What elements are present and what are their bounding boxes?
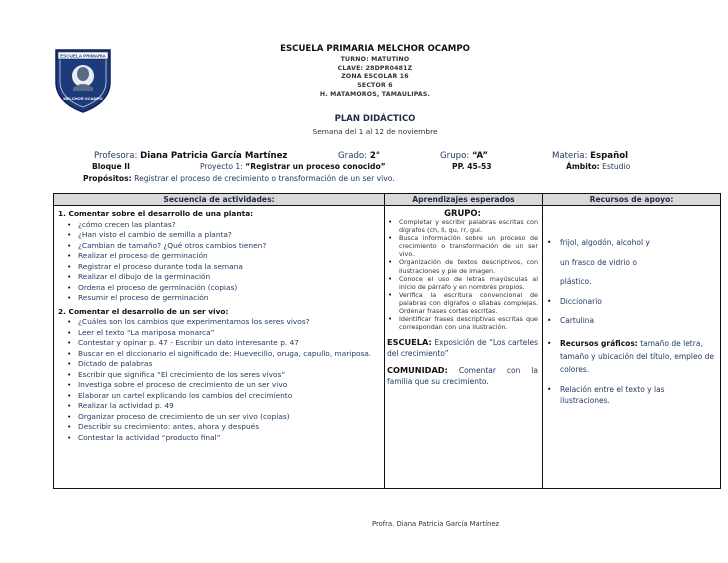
escuela-item: ESCUELA: Exposición de “Los carteles del crecimiento”: [387, 337, 538, 358]
activities-column: [58, 209, 380, 443]
aprendizaje-item: • Busca información sobre un proceso de crecimiento o transformación de un ser vivo.: [387, 234, 538, 258]
school-name: ESCUELA PRIMARIA MELCHOR OCAMPO: [280, 44, 470, 54]
table-header: [54, 194, 720, 206]
recurso-item: • Recursos gráficos: tamaño de letra, tamaño y ubicación del título, empleo de colores.: [546, 337, 716, 376]
header-recursos: Recursos de apoyo:: [589, 195, 674, 204]
activity-item: • ¿Han visto el cambio de semilla a planta?: [58, 230, 380, 241]
materia-field: Materia: Español: [552, 151, 629, 161]
aprendizaje-item: • Organización de textos descriptivos, con ilustraciones y pie de imagen.: [387, 258, 538, 274]
recurso-item: • frijol, algodón, alcohol y: [546, 238, 716, 249]
activity-item: • ¿cómo crecen las plantas?: [58, 220, 380, 231]
proyecto-field: Proyecto 1: “Registrar un proceso conocido”: [200, 162, 386, 171]
header-secuencia: Secuencia de actividades:: [163, 195, 275, 204]
activity-item: • Contestar la actividad “producto final”: [58, 433, 380, 444]
activity-item: • Dictado de palabras: [58, 359, 380, 370]
activity-item: • Organizar proceso de crecimiento de un ser vivo (copias): [58, 412, 380, 423]
activity-item: • ¿Cuáles son los cambios que experimentamos los seres vivos?: [58, 317, 380, 328]
recurso-item: • Relación entre el texto y las ilustraciones.: [546, 384, 716, 406]
logo-bottom-text: MELCHOR OCAMPO: [63, 96, 103, 101]
school-sector: SECTOR 6: [357, 82, 393, 90]
activity-item: • Investiga sobre el proceso de crecimiento de un ser vivo: [58, 380, 380, 391]
aprendizajes-column: [387, 208, 538, 387]
activity-item: • Registrar el proceso durante toda la semana: [58, 262, 380, 273]
recurso-item: • Cartulina: [546, 316, 716, 327]
column-divider: [384, 194, 385, 488]
activity-item: • ¿Cambian de tamaño? ¿Qué otros cambios tienen?: [58, 241, 380, 252]
plan-title: PLAN DIDÁCTICO: [334, 114, 416, 124]
aprendizajes-list: [387, 218, 538, 331]
activity-item: • Buscar en el diccionario el significado de: Huevecillo, oruga, capullo, mariposa.: [58, 349, 380, 360]
activity-item: • Elaborar un cartel explicando los cambios del crecimiento: [58, 391, 380, 402]
activity-item: • Describir su crecimiento: antes, ahora y después: [58, 422, 380, 433]
grupo-field: Grupo: “A”: [440, 151, 489, 161]
footer-signature: Profra. Diana Patricia García Martínez: [372, 520, 500, 528]
recurso-item: • Diccionario: [546, 297, 716, 308]
sequence-1-title: 1. Comentar sobre el desarrollo de una planta:: [58, 209, 254, 218]
grado-field: Grado: 2°: [338, 151, 381, 161]
sequence-2-list: [58, 317, 380, 443]
activity-item: • Contestar y opinar p. 47 - Escribir un dato interesante p. 47: [58, 338, 380, 349]
recurso-item-cont: un frasco de vidrio o: [560, 257, 637, 267]
recurso-item-cont: plástico.: [560, 277, 592, 287]
aprendizaje-item: • Identificar frases descriptivas escritas que correspondan con una ilustración.: [387, 315, 538, 331]
aprendizaje-item: • Verifica la escritura convencional de palabras con dígrafos o sílabas complejas. Ordenar frases cortas escritas.: [387, 291, 538, 315]
activities-table: [53, 193, 721, 489]
grupo-label: GRUPO:: [444, 208, 481, 218]
column-divider: [542, 194, 543, 488]
activity-item: • Resumir el proceso de germinación: [58, 293, 380, 304]
aprendizaje-item: • Completar y escribir palabras escritas con dígrafos (ch, ll, qu, rr, gui.: [387, 218, 538, 234]
activity-item: • Realizar el proceso de germinación: [58, 251, 380, 262]
school-header: [250, 44, 500, 100]
bloque-field: Bloque II: [92, 162, 130, 171]
pp-field: PP. 45-53: [452, 162, 492, 171]
sequence-2-title: 2. Comentar el desarrollo de un ser vivo:: [58, 306, 229, 316]
header-aprendizajes: Aprendizajes esperados: [412, 195, 515, 204]
school-zona: ZONA ESCOLAR 16: [341, 73, 409, 81]
activity-item: • Realizar el dibujo de la germinación: [58, 272, 380, 283]
logo-top-text: ESCUELA PRIMARIA: [60, 53, 106, 59]
plan-semana: Semana del 1 al 12 de noviembre: [312, 127, 438, 136]
comunidad-item: COMUNIDAD: Comentar con la familia que su crecimiento.: [387, 365, 538, 386]
school-clave: CLAVE: 28DPR0481Z: [337, 64, 413, 72]
propositos-field: Propósitos: Registrar el proceso de crecimiento o transformación de un ser vivo.: [83, 174, 395, 183]
school-logo: [48, 44, 118, 114]
activity-item: • Ordena el proceso de germinación (copias): [58, 283, 380, 294]
activity-item: • Realizar la actividad p. 49: [58, 401, 380, 412]
school-turno: TURNO: MATUTINO: [340, 56, 410, 63]
aprendizaje-item: • Conoce el uso de letras mayúsculas al inicio de párrafo y en nombres propios.: [387, 275, 538, 291]
recursos-column: [546, 238, 716, 406]
profesora-field: Profesora: Diana Patricia García Martínez: [94, 151, 288, 161]
school-city: H. MATAMOROS, TAMAULIPAS.: [319, 90, 431, 98]
sequence-1-list: [58, 220, 380, 304]
ambito-field: Ámbito: Estudio: [566, 162, 631, 171]
activity-item: • Leer el texto “La mariposa monarca”: [58, 328, 380, 339]
activity-item: • Escribir que significa “El crecimiento de los seres vivos”: [58, 370, 380, 381]
